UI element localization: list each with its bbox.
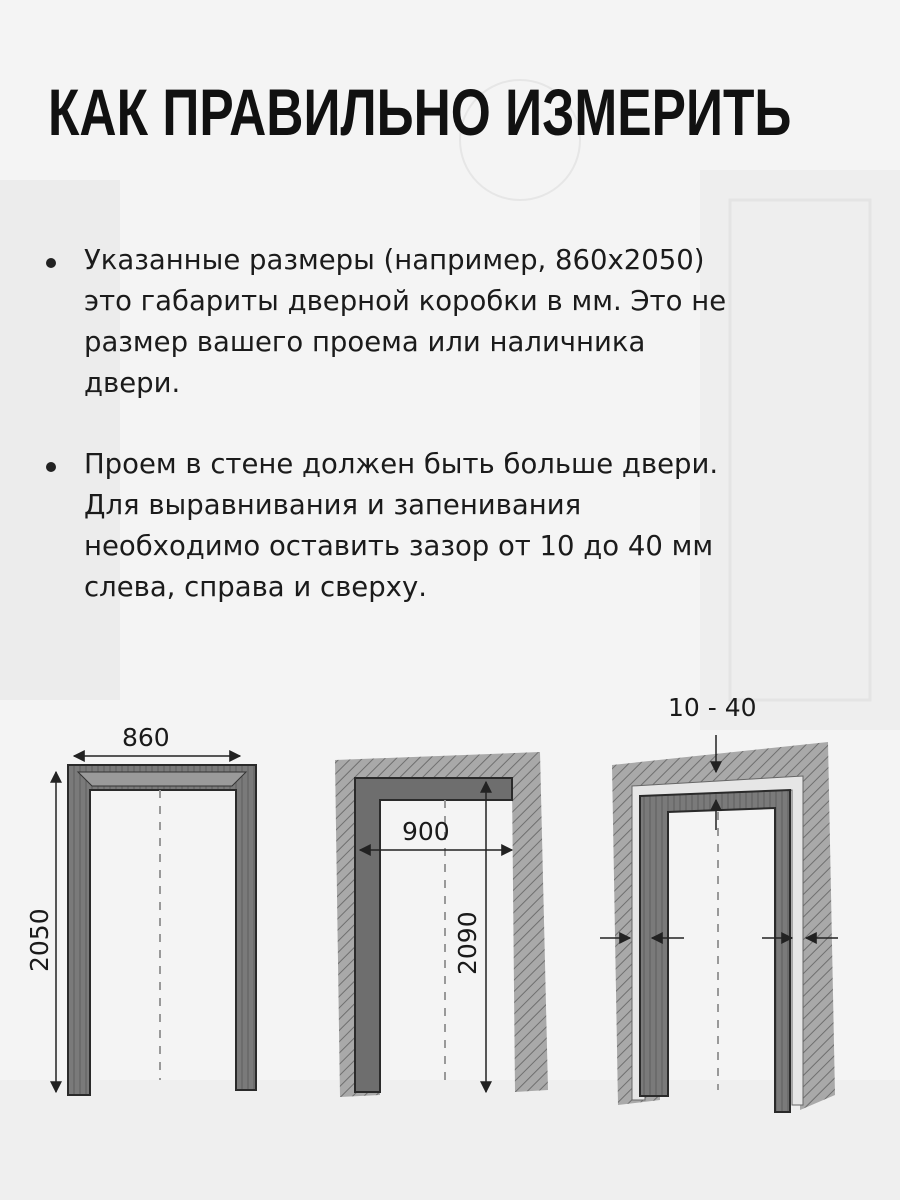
bullet-line: Для выравнивания и запенивания <box>84 489 582 521</box>
bullet-line: двери. <box>84 367 181 399</box>
bullet-dot <box>46 462 56 472</box>
bullet-line: размер вашего проема или наличника <box>84 326 646 358</box>
frame-width-label: 860 <box>122 723 170 752</box>
page-title: КАК ПРАВИЛЬНО ИЗМЕРИТЬ <box>48 75 792 149</box>
door-frame-shape <box>68 765 256 1095</box>
bullet-item <box>42 444 882 608</box>
frame-height-label: 2050 <box>25 908 54 972</box>
bullet-dot <box>46 258 56 268</box>
bullet-item <box>42 240 882 404</box>
bullet-line: это габариты дверной коробки в мм. Это не <box>84 285 727 317</box>
opening-height-label: 2090 <box>453 911 482 975</box>
bullet-list <box>42 240 882 648</box>
installation-gap-diagram <box>600 693 838 1112</box>
door-frame-diagram <box>25 723 256 1095</box>
bullet-line: слева, справа и сверху. <box>84 571 427 603</box>
opening-width-label: 900 <box>402 817 450 846</box>
bullet-line: необходимо оставить зазор от 10 до 40 мм <box>84 530 714 562</box>
measurement-diagrams <box>0 680 900 1200</box>
bullet-line: Проем в стене должен быть больше двери. <box>84 448 719 480</box>
wall-opening-diagram <box>335 752 548 1097</box>
gap-frame-shape <box>640 790 790 1112</box>
bullet-line: Указанные размеры (например, 860х2050) <box>84 244 705 276</box>
gap-label: 10 - 40 <box>668 693 757 722</box>
